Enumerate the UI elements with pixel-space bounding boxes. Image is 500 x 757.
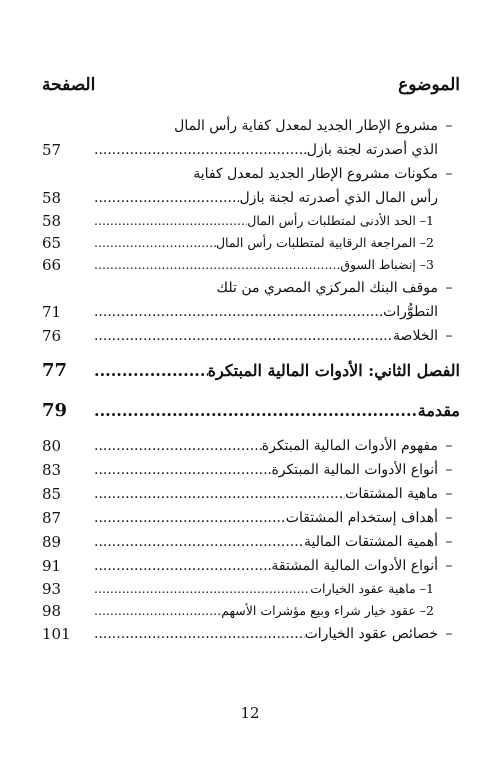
toc-entry (42, 276, 460, 300)
entry-page-number: 58 (42, 212, 62, 230)
dot-leader (90, 578, 310, 600)
entry-title: 3– إنضباط السوق (340, 257, 434, 272)
entry-page-number: 65 (42, 234, 62, 252)
entry-bullet: – (445, 280, 453, 296)
chapter-title: مقدمة (417, 401, 460, 420)
toc-subentry (42, 232, 460, 254)
dot-leader (90, 138, 307, 162)
dot-leader (90, 458, 271, 482)
entry-title: التطوُّرات (383, 304, 438, 320)
toc-entry (42, 300, 460, 324)
entry-title: الخلاصة (393, 328, 438, 344)
entry-page-number: 83 (42, 461, 62, 479)
entry-title: أهداف إستخدام المشتقات (285, 510, 438, 526)
entry-title: خصائص عقود الخيارات (304, 626, 438, 642)
toc-entry (42, 324, 460, 348)
entry-title: مشروع الإطار الجديد لمعدل كفاية رأس المال (174, 118, 438, 134)
toc-entry (42, 114, 460, 138)
dot-leader (90, 482, 345, 506)
page-number-footer: 12 (240, 704, 260, 722)
dot-leader (90, 530, 304, 554)
toc-entry (42, 186, 460, 210)
page-column-heading: الصفحة (42, 75, 96, 95)
dot-leader (90, 354, 208, 388)
entry-page-number: 89 (42, 533, 62, 551)
chapter-entry (42, 394, 460, 428)
dot-leader (90, 254, 340, 276)
entry-page-number: 93 (42, 580, 62, 598)
toc-header (42, 70, 460, 100)
toc-entry (42, 482, 460, 506)
entry-title: موقف البنك المركزي المصري من تلك (216, 280, 438, 296)
dot-leader (90, 210, 247, 232)
entry-page-number: 98 (42, 602, 62, 620)
dot-leader (90, 324, 393, 348)
entry-page-number: 87 (42, 509, 62, 527)
dot-leader (90, 600, 221, 622)
entry-bullet: – (445, 626, 453, 642)
topic-column-heading: الموضوع (398, 75, 460, 95)
entry-page-number: 66 (42, 256, 62, 274)
entry-bullet: – (445, 328, 453, 344)
dot-leader (90, 300, 383, 324)
entry-title: 1– ماهية عقود الخيارات (310, 581, 434, 596)
entry-bullet: – (445, 486, 453, 502)
entry-page-number: 85 (42, 485, 62, 503)
entry-bullet: – (445, 558, 453, 574)
entry-title: مفهوم الأدوات المالية المبتكرة (261, 438, 438, 454)
entry-page-number: 77 (42, 360, 68, 381)
dot-leader (90, 434, 262, 458)
entry-bullet: – (445, 462, 453, 478)
dot-leader (90, 622, 305, 646)
dot-leader (90, 506, 286, 530)
entry-bullet: – (445, 534, 453, 550)
toc-entry (42, 530, 460, 554)
entry-page-number: 91 (42, 557, 62, 575)
toc-entry (42, 622, 460, 646)
toc-entry (42, 434, 460, 458)
entry-title: 2– عقود خيار شراء وبيع مؤشرات الأسهم (221, 603, 434, 618)
entry-page-number: 101 (42, 625, 71, 643)
entry-page-number: 76 (42, 327, 62, 345)
entry-bullet: – (445, 118, 453, 134)
toc-subentry (42, 600, 460, 622)
entry-title: أنواع الأدوات المالية المشتقة (271, 558, 438, 574)
entry-title: ماهية المشتقات (345, 486, 438, 502)
toc-entry (42, 162, 460, 186)
entry-title: مكونات مشروع الإطار الجديد لمعدل كفاية (193, 166, 438, 182)
dot-leader (90, 394, 418, 428)
entry-page-number: 71 (42, 303, 62, 321)
toc-subentry (42, 254, 460, 276)
entry-title: 1– الحد الأدنى لمتطلبات رأس المال (247, 213, 434, 228)
toc-entry (42, 138, 460, 162)
dot-leader (90, 554, 271, 578)
entry-page-number: 80 (42, 437, 62, 455)
toc-subentry (42, 210, 460, 232)
entry-title: رأس المال الذي أصدرته لجنة بازل (239, 190, 438, 206)
entry-page-number: 57 (42, 141, 62, 159)
dot-leader (90, 186, 239, 210)
entry-bullet: – (445, 510, 453, 526)
dot-leader (90, 232, 216, 254)
entry-title: أنواع الأدوات المالية المبتكرة (271, 462, 438, 478)
toc-entry (42, 554, 460, 578)
chapter-title: الفصل الثاني: الأدوات المالية المبتكرة (207, 361, 460, 380)
entry-title: 2– المراجعة الرقابية لمتطلبات رأس المال (215, 235, 434, 250)
entry-title: الذي أصدرته لجنة بازل (306, 142, 438, 158)
chapter-entry (42, 354, 460, 388)
entry-title: أهمية المشتقات المالية (304, 534, 438, 550)
toc-entry (42, 458, 460, 482)
entry-bullet: – (445, 438, 453, 454)
entry-page-number: 79 (42, 400, 68, 421)
toc-subentry (42, 578, 460, 600)
entry-bullet: – (445, 166, 453, 182)
entry-page-number: 58 (42, 189, 62, 207)
table-of-contents (42, 114, 460, 646)
toc-entry (42, 506, 460, 530)
